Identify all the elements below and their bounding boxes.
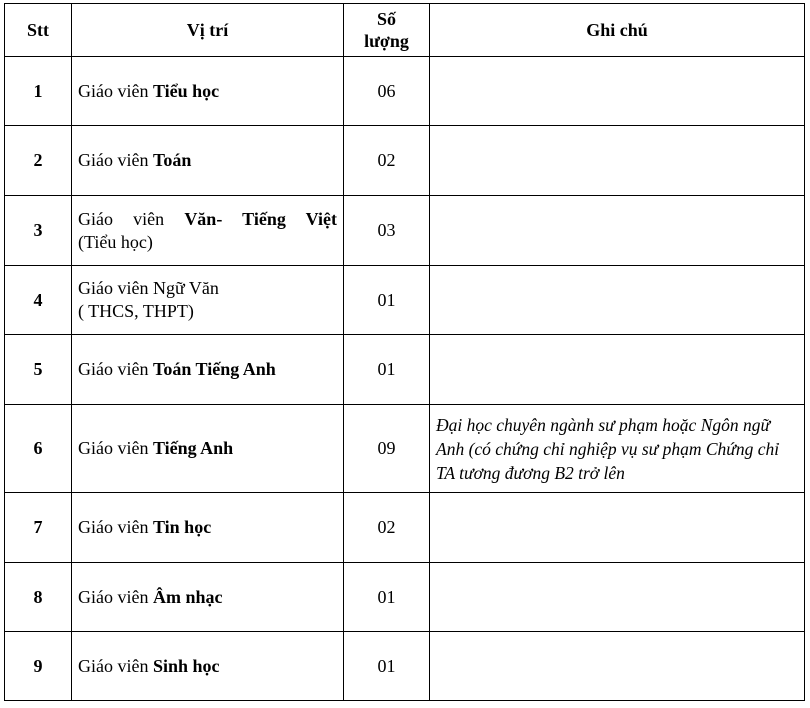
table-row xyxy=(5,405,805,493)
row-stt: 7 xyxy=(5,493,72,563)
table-row xyxy=(5,335,805,405)
row-position xyxy=(72,266,344,335)
position-prefix: Giáo viên xyxy=(78,655,153,676)
row-quantity: 01 xyxy=(344,632,430,701)
row-quantity: 02 xyxy=(344,126,430,196)
row-stt: 1 xyxy=(5,57,72,126)
row-quantity: 03 xyxy=(344,196,430,266)
row-note xyxy=(430,563,805,632)
row-stt: 8 xyxy=(5,563,72,632)
row-stt: 9 xyxy=(5,632,72,701)
header-position: Vị trí xyxy=(72,4,344,57)
row-stt: 4 xyxy=(5,266,72,335)
position-subject: Sinh học xyxy=(152,655,220,676)
position-subject: Toán xyxy=(152,150,192,170)
row-position xyxy=(72,196,344,266)
row-note: Đại học chuyên ngành sư phạm hoặc Ngôn ngữ Anh (có chứng chỉ nghiệp vụ sư phạm Chứng chỉ TA tương đương B2 trở lên xyxy=(430,405,805,493)
row-note xyxy=(430,632,805,701)
position-subject: Tin học xyxy=(152,517,212,537)
position-prefix: Giáo viên xyxy=(78,359,153,379)
row-position xyxy=(72,493,344,563)
row-quantity: 09 xyxy=(344,405,430,493)
header-quantity-line2: lượng xyxy=(364,31,409,51)
position-subject: Toán Tiếng Anh xyxy=(152,359,276,379)
row-position xyxy=(72,563,344,632)
table-row xyxy=(5,196,805,266)
row-note xyxy=(430,57,805,126)
table-row xyxy=(5,563,805,632)
row-stt: 3 xyxy=(5,196,72,266)
header-quantity-line1: Số xyxy=(376,9,396,29)
row-stt: 6 xyxy=(5,405,72,493)
table-row xyxy=(5,266,805,335)
header-stt: Stt xyxy=(5,4,72,57)
row-stt: 5 xyxy=(5,335,72,405)
row-stt: 2 xyxy=(5,126,72,196)
row-note xyxy=(430,493,805,563)
position-prefix: Giáo viên xyxy=(78,586,153,607)
position-extra: ( THCS, THPT) xyxy=(78,301,194,321)
row-note xyxy=(430,266,805,335)
row-quantity: 01 xyxy=(344,266,430,335)
position-line1 xyxy=(78,208,337,231)
position-prefix: Giáo viên Ngữ Văn xyxy=(78,278,219,298)
table-row xyxy=(5,493,805,563)
row-quantity: 01 xyxy=(344,335,430,405)
table-row xyxy=(5,57,805,126)
position-extra: (Tiểu học) xyxy=(78,231,153,252)
row-note xyxy=(430,196,805,266)
row-quantity: 01 xyxy=(344,563,430,632)
row-position xyxy=(72,57,344,126)
row-position xyxy=(72,632,344,701)
header-note: Ghi chú xyxy=(430,4,805,57)
row-quantity: 02 xyxy=(344,493,430,563)
header-quantity xyxy=(344,4,430,57)
row-position xyxy=(72,335,344,405)
table-row xyxy=(5,632,805,701)
row-quantity: 06 xyxy=(344,57,430,126)
position-subject: Văn- Tiếng Việt xyxy=(184,208,337,229)
position-subject: Âm nhạc xyxy=(152,586,223,607)
row-position xyxy=(72,405,344,493)
table-header-row xyxy=(5,4,805,57)
position-prefix: Giáo viên xyxy=(78,438,153,458)
position-prefix: Giáo viên xyxy=(78,80,153,101)
position-prefix: Giáo viên xyxy=(78,208,185,229)
position-subject: Tiểu học xyxy=(152,80,220,101)
recruitment-table xyxy=(4,3,805,701)
position-subject: Tiếng Anh xyxy=(152,438,234,458)
row-position xyxy=(72,126,344,196)
row-note xyxy=(430,126,805,196)
position-prefix: Giáo viên xyxy=(78,150,153,170)
position-prefix: Giáo viên xyxy=(78,517,153,537)
row-note xyxy=(430,335,805,405)
table-row xyxy=(5,126,805,196)
